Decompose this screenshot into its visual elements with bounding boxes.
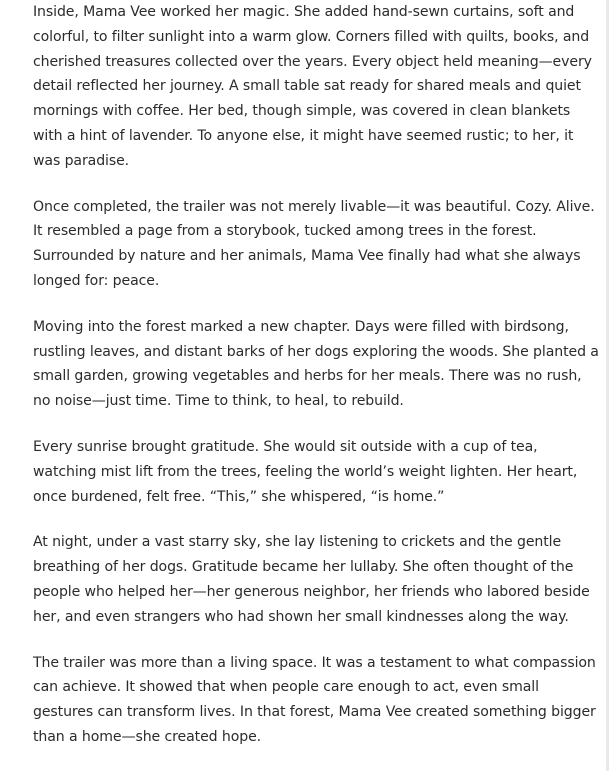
paragraph-line: rustling leaves, and distant barks of her dogs exploring the woods. She planted a	[33, 343, 599, 360]
paragraph-line: Moving into the forest marked a new chapter. Days were filled with birdsong,	[33, 318, 569, 335]
paragraph-line: Every sunrise brought gratitude. She would sit outside with a cup of tea,	[33, 438, 538, 455]
paragraph-line: once burdened, felt free. “This,” she whispered, “is home.”	[33, 488, 445, 505]
paragraph-line: with a hint of lavender. To anyone else, it might have seemed rustic; to her, it	[33, 127, 574, 144]
paragraph-1	[33, 0, 593, 174]
paragraph-line: Inside, Mama Vee worked her magic. She added hand-sewn curtains, soft and	[33, 4, 575, 20]
paragraph-3	[33, 315, 599, 414]
paragraph-line: breathing of her dogs. Gratitude became her lullaby. She often thought of the	[33, 559, 574, 576]
paragraph-6	[33, 651, 596, 750]
paragraph-line: no noise—just time. Time to think, to heal, to rebuild.	[33, 393, 404, 410]
paragraph-line: her, and even strangers who had shown her small kindnesses along the way.	[33, 608, 569, 625]
paragraph-line: small garden, growing vegetables and herbs for her meals. There was no rush,	[33, 368, 582, 385]
paragraph-line: was paradise.	[33, 152, 130, 169]
paragraph-line: gestures can transform lives. In that forest, Mama Vee created something bigger	[33, 704, 596, 721]
paragraph-2	[33, 195, 593, 294]
paragraph-line: than a home—she created hope.	[33, 728, 262, 745]
paragraph-line: cherished treasures collected over the years. Every object held meaning—every	[33, 53, 592, 70]
paragraph-line: The trailer was more than a living space. It was a testament to what compassion	[33, 654, 596, 671]
paragraph-line: watching mist lift from the trees, feeling the world’s weight lighten. Her heart,	[33, 463, 578, 480]
paragraph-line: At night, under a vast starry sky, she lay listening to crickets and the gentle	[33, 534, 562, 551]
article-body	[33, 0, 599, 750]
paragraph-line: colorful, to filter sunlight into a warm glow. Corners filled with quilts, books, and	[33, 28, 590, 45]
paragraph-line: mornings with coffee. Her bed, though simple, was covered in clean blankets	[33, 103, 571, 120]
paragraph-line: detail reflected her journey. A small table sat ready for shared meals and quiet	[33, 78, 581, 95]
paragraph-line: Surrounded by nature and her animals, Mama Vee finally had what she always	[33, 248, 581, 265]
paragraph-line: It resembled a page from a storybook, tucked among trees in the forest.	[33, 223, 537, 240]
paragraph-line: can achieve. It showed that when people care enough to act, even small	[33, 679, 539, 696]
paragraph-line: people who helped her—her generous neighbor, her friends who labored beside	[33, 583, 590, 600]
paragraph-line: longed for: peace.	[33, 272, 160, 289]
paragraph-line: Once completed, the trailer was not merely livable—it was beautiful. Cozy. Alive.	[33, 198, 595, 215]
paragraph-4	[33, 435, 593, 509]
paragraph-5	[33, 530, 593, 629]
